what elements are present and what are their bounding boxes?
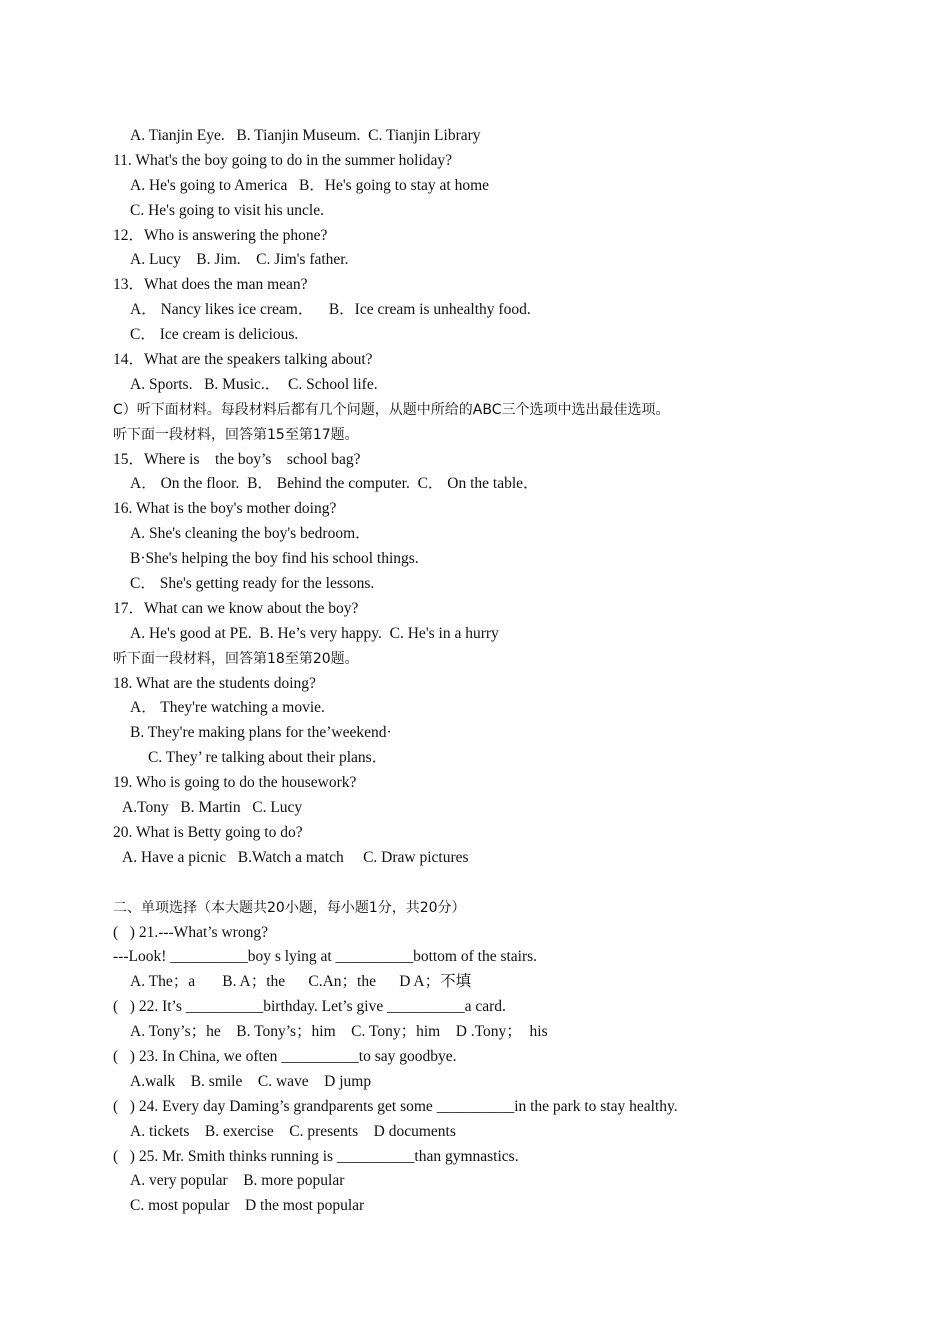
q23-question: ( ) 23. In China, we often __________to say goodbye. xyxy=(113,1047,457,1065)
section-2-heading: 二、单项选择（本大题共20小题，每小题1分，共20分） xyxy=(113,899,466,916)
q21-question: ( ) 21.---What’s wrong? xyxy=(113,923,268,941)
q12-options: A. Lucy B. Jim. C. Jim's father. xyxy=(130,251,349,269)
q20-question: 20. What is Betty going to do? xyxy=(113,823,303,841)
q16-option-a: A. She's cleaning the boy's bedroom． xyxy=(130,525,371,543)
document-body xyxy=(113,124,813,1219)
q19-options: A.Tony B. Martin C. Lucy xyxy=(122,799,303,817)
q18-option-b: B. They're making plans for the’weekend· xyxy=(130,724,392,742)
q14-question: 14．What are the speakers talking about? xyxy=(113,351,373,369)
q18-option-a: A． They're watching a movie. xyxy=(130,699,325,717)
q21-sentence: ---Look! __________boy s lying at __________bottom of the stairs. xyxy=(113,948,538,966)
q16-option-b: B·She's helping the boy find his school things. xyxy=(130,550,419,568)
q25-options-ab: A. very popular B. more popular xyxy=(130,1172,345,1190)
q25-question: ( ) 25. Mr. Smith thinks running is __________than gymnastics. xyxy=(113,1147,519,1165)
q18-question: 18. What are the students doing? xyxy=(113,674,316,692)
q17-options: A. He's good at PE. B. He’s very happy. C. He's in a hurry xyxy=(130,624,499,642)
q16-option-c: C． She's getting ready for the lessons. xyxy=(130,575,375,593)
passage-15-17-instruction: 听下面一段材料，回答第15至第17题。 xyxy=(113,426,359,443)
q20-options: A. Have a picnic B.Watch a match C. Draw pictures xyxy=(122,848,469,866)
q15-question: 15．Where is the boy’s school bag? xyxy=(113,450,361,468)
q10-options: A. Tianjin Eye. B. Tianjin Museum. C. Tianjin Library xyxy=(130,127,481,144)
passage-18-20-instruction: 听下面一段材料，回答第18至第20题。 xyxy=(113,650,359,667)
section-spacer xyxy=(113,871,813,896)
q16-question: 16. What is the boy's mother doing? xyxy=(113,500,337,518)
q24-options: A. tickets B. exercise C. presents D documents xyxy=(130,1122,456,1140)
q17-question: 17．What can we know about the boy? xyxy=(113,599,359,617)
q25-options-cd: C. most popular D the most popular xyxy=(130,1197,365,1215)
q18-option-c: C. They’ re talking about their plans． xyxy=(148,749,388,767)
q11-options-ab: A. He's going to America B．He's going to stay at home xyxy=(130,176,490,194)
q13-options-ab: A． Nancy likes ice cream． B．Ice cream is unhealthy food. xyxy=(130,301,531,319)
q22-question: ( ) 22. It’s __________birthday. Let’s give __________a card. xyxy=(113,998,506,1016)
q11-question: 11. What's the boy going to do in the summer holiday? xyxy=(113,151,453,169)
q13-option-c: C． Ice cream is delicious. xyxy=(130,326,299,344)
q19-question: 19. Who is going to do the housework? xyxy=(113,774,357,792)
q22-options: A. Tony’s；he B. Tony’s；him C. Tony；him D .Tony； his xyxy=(130,1023,548,1041)
q11-option-c: C. He's going to visit his uncle. xyxy=(130,201,324,219)
section-c-instruction: C）听下面材料。每段材料后都有几个问题，从题中所给的ABC三个选项中选出最佳选项。 xyxy=(113,401,670,418)
q21-options: A. The；a B. A；the C.An；the D A；不填 xyxy=(130,973,472,991)
q12-question: 12．Who is answering the phone? xyxy=(113,226,328,244)
q15-options: A． On the floor. B． Behind the computer. C． On the table． xyxy=(130,475,539,493)
q14-options: A. Sports. B. Music.． C. School life. xyxy=(130,375,378,393)
q23-options: A.walk B. smile C. wave D jump xyxy=(130,1072,372,1090)
q13-question: 13．What does the man mean? xyxy=(113,276,308,294)
q24-question: ( ) 24. Every day Daming’s grandparents get some __________in the park to stay healthy. xyxy=(113,1097,678,1115)
